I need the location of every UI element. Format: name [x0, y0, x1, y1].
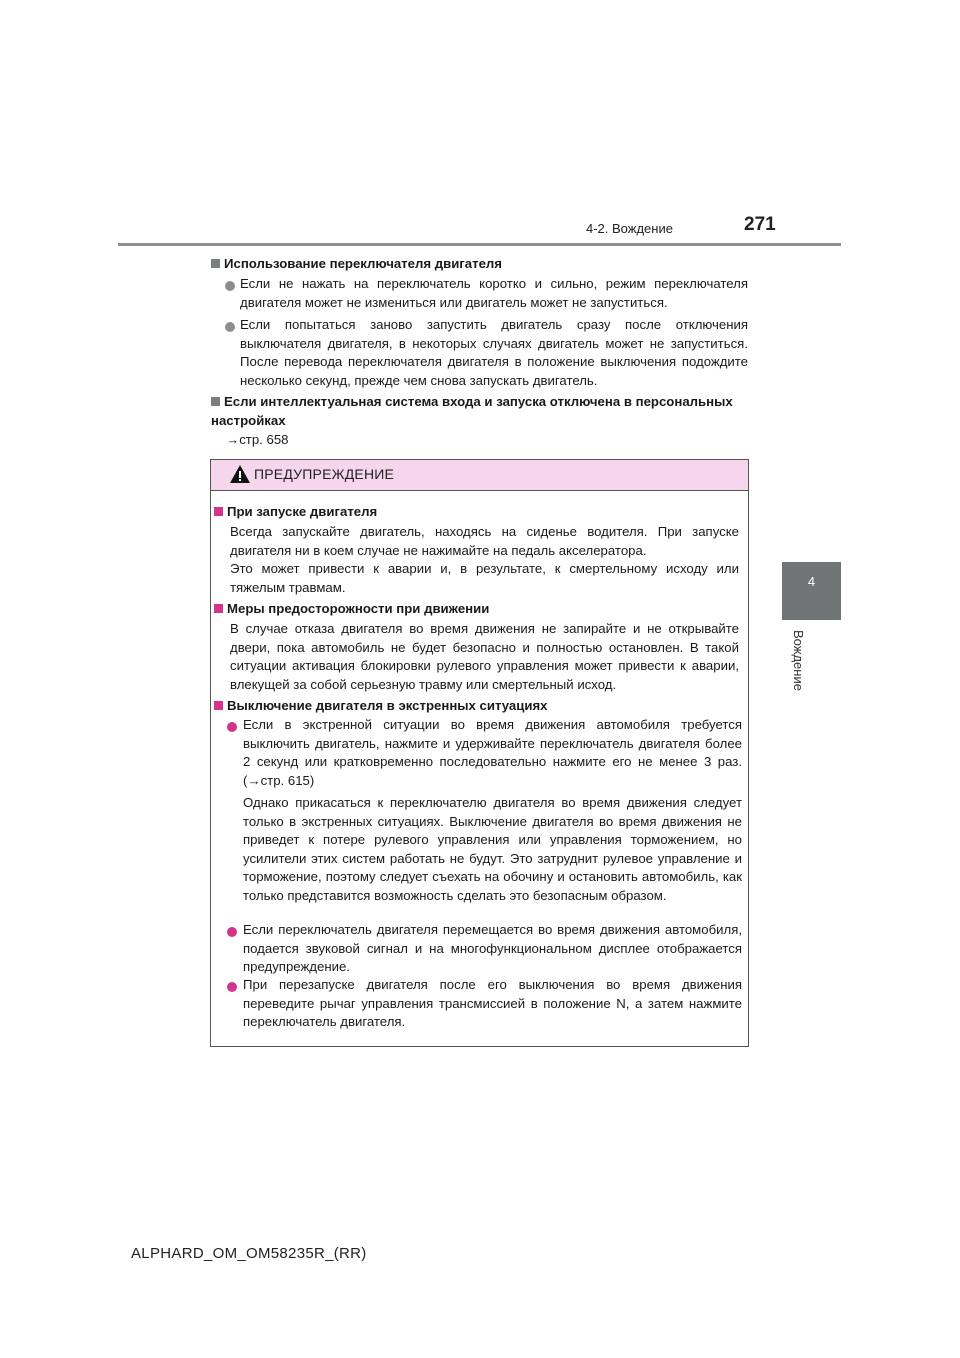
warning-heading-start: При запуске двигателя — [214, 503, 377, 522]
square-bullet-icon — [211, 259, 220, 268]
list-item: Если попытаться заново запустить двигатель сразу после отключения выключателя двигателя, в некоторых случаях двигатель может не запуститься. После перевода переключателя двигателя в положение выключения подождите несколько секунд, прежде чем снова запускать двигатель. — [240, 317, 748, 388]
warning-paragraph: Всегда запускайте двигатель, находясь на сиденье водителя. При запуске двигателя ни в коем случае не нажимайте на педаль акселератора. — [230, 524, 739, 558]
chapter-number: 4 — [807, 574, 816, 589]
warning-list-item: Если переключатель двигателя перемещается во время движения автомобиля, подается звуковой сигнал и на многофункциональном дисплее отображается предупреждение. — [243, 922, 742, 975]
chapter-label: Вождение — [791, 630, 806, 691]
square-bullet-icon — [214, 604, 223, 613]
section-breadcrumb: 4-2. Вождение — [586, 221, 673, 236]
warning-list-item: Если в экстренной ситуации во время движения автомобиля требуется выключить двигатель, нажмите и удерживайте переключатель двигателя более 2 секунд или кратковременно последовательно нажмите его не менее 3 раз. (→стр. 615) — [243, 717, 742, 788]
bullet-icon — [227, 927, 237, 937]
section-heading-engine-switch: Использование переключателя двигателя — [211, 255, 502, 274]
bullet-icon — [227, 982, 237, 992]
list-item: Если не нажать на переключатель коротко и сильно, режим переключателя двигателя может не измениться или двигатель может не запуститься. — [240, 276, 748, 310]
chapter-tab[interactable] — [782, 562, 841, 620]
warning-paragraph: Это может привести к аварии и, в результате, к смертельному исходу или тяжелым травмам. — [230, 561, 739, 595]
square-bullet-icon — [214, 701, 223, 710]
warning-list-item: При перезапуске двигателя после его выключения во время движения переведите рычаг управления трансмиссией в положение N, а затем нажмите переключатель двигателя. — [243, 977, 742, 1030]
square-bullet-icon — [211, 397, 220, 406]
warning-heading-driving: Меры предосторожности при движении — [214, 600, 489, 619]
warning-header — [211, 460, 748, 491]
page-reference-link[interactable]: →стр. 658 — [226, 432, 289, 447]
warning-box — [210, 459, 749, 1047]
square-bullet-icon — [214, 507, 223, 516]
page-number: 271 — [744, 214, 776, 235]
bullet-icon — [225, 322, 235, 332]
bullet-icon — [227, 722, 237, 732]
warning-paragraph: В случае отказа двигателя во время движения не запирайте и не открывайте двери, пока автомобиль не будет безопасно и полностью остановлен. В такой ситуации активация блокировки рулевого управления может привести к аварии, влекущей за собой серьезную травму или смертельный исход. — [230, 621, 739, 692]
warning-title: ПРЕДУПРЕЖДЕНИЕ — [254, 466, 395, 482]
bullet-icon — [225, 281, 235, 291]
document-code: ALPHARD_OM_OM58235R_(RR) — [131, 1245, 367, 1262]
header-divider — [118, 243, 841, 246]
warning-heading-emergency: Выключение двигателя в экстренных ситуациях — [214, 697, 548, 716]
warning-triangle-icon — [229, 464, 251, 484]
section-heading-smart-entry: Если интеллектуальная система входа и запуска отключена в персональных настройках — [211, 394, 733, 428]
warning-paragraph: Однако прикасаться к переключателю двигателя во время движения следует только в экстренных ситуациях. Выключение двигателя во время движения не приведет к потере рулевого управления или управления торможением, но усилители этих систем работать не будут. Это затруднит рулевое управление и торможение, поэтому следует съехать на обочину и остановить автомобиль, как только представится возможность сделать это безопасным образом. — [243, 795, 742, 903]
